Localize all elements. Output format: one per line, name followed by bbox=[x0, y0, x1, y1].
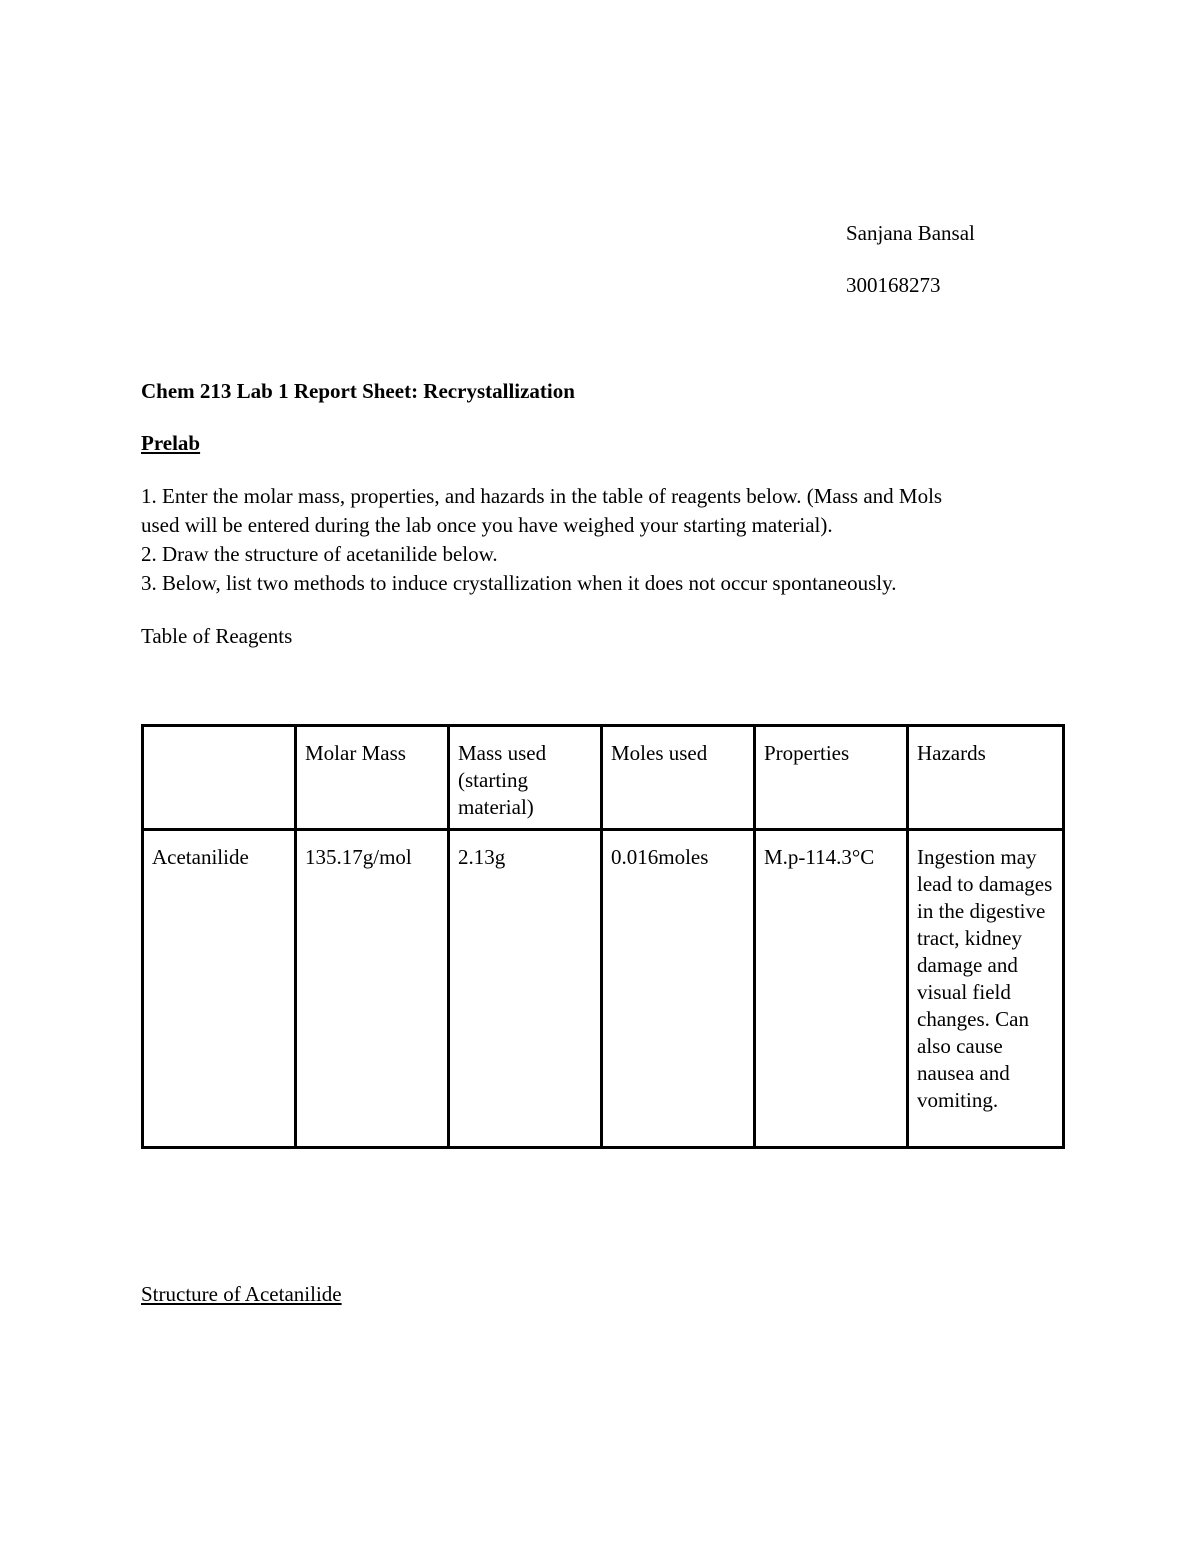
prelab-heading: Prelab bbox=[141, 431, 201, 455]
cell-molar-mass: 135.17g/mol bbox=[296, 830, 449, 1148]
document-title: Chem 213 Lab 1 Report Sheet: Recrystallization bbox=[141, 379, 575, 403]
cell-mass-used: 2.13g bbox=[449, 830, 602, 1148]
student-name: Sanjana Bansal bbox=[846, 221, 975, 245]
structure-heading: Structure of Acetanilide bbox=[141, 1282, 342, 1306]
cell-reagent-name: Acetanilide bbox=[143, 830, 296, 1148]
reagent-table bbox=[141, 724, 1065, 1149]
header-cell-hazards: Hazards bbox=[908, 726, 1064, 830]
table-row bbox=[143, 830, 1064, 1148]
header-cell-molar-mass: Molar Mass bbox=[296, 726, 449, 830]
header-cell-properties: Properties bbox=[755, 726, 908, 830]
table-caption: Table of Reagents bbox=[141, 624, 293, 648]
table-header-row bbox=[143, 726, 1064, 830]
instruction-line: 3. Below, list two methods to induce crystallization when it does not occur spontaneously. bbox=[141, 571, 897, 595]
header-cell-blank bbox=[143, 726, 296, 830]
cell-properties: M.p-114.3°C bbox=[755, 830, 908, 1148]
instruction-line: 2. Draw the structure of acetanilide below. bbox=[141, 542, 498, 566]
header-cell-mass-used: Mass used (starting material) bbox=[449, 726, 602, 830]
header-cell-moles-used: Moles used bbox=[602, 726, 755, 830]
student-id: 300168273 bbox=[846, 273, 941, 297]
prelab-instructions bbox=[141, 482, 942, 598]
instruction-line: 1. Enter the molar mass, properties, and hazards in the table of reagents below. (Mass and Mols bbox=[141, 484, 943, 508]
instruction-line: used will be entered during the lab once you have weighed your starting material). bbox=[141, 513, 833, 537]
cell-hazards: Ingestion may lead to damages in the digestive tract, kidney damage and visual field changes. Can also cause nausea and vomiting. bbox=[908, 830, 1064, 1148]
cell-moles-used: 0.016moles bbox=[602, 830, 755, 1148]
